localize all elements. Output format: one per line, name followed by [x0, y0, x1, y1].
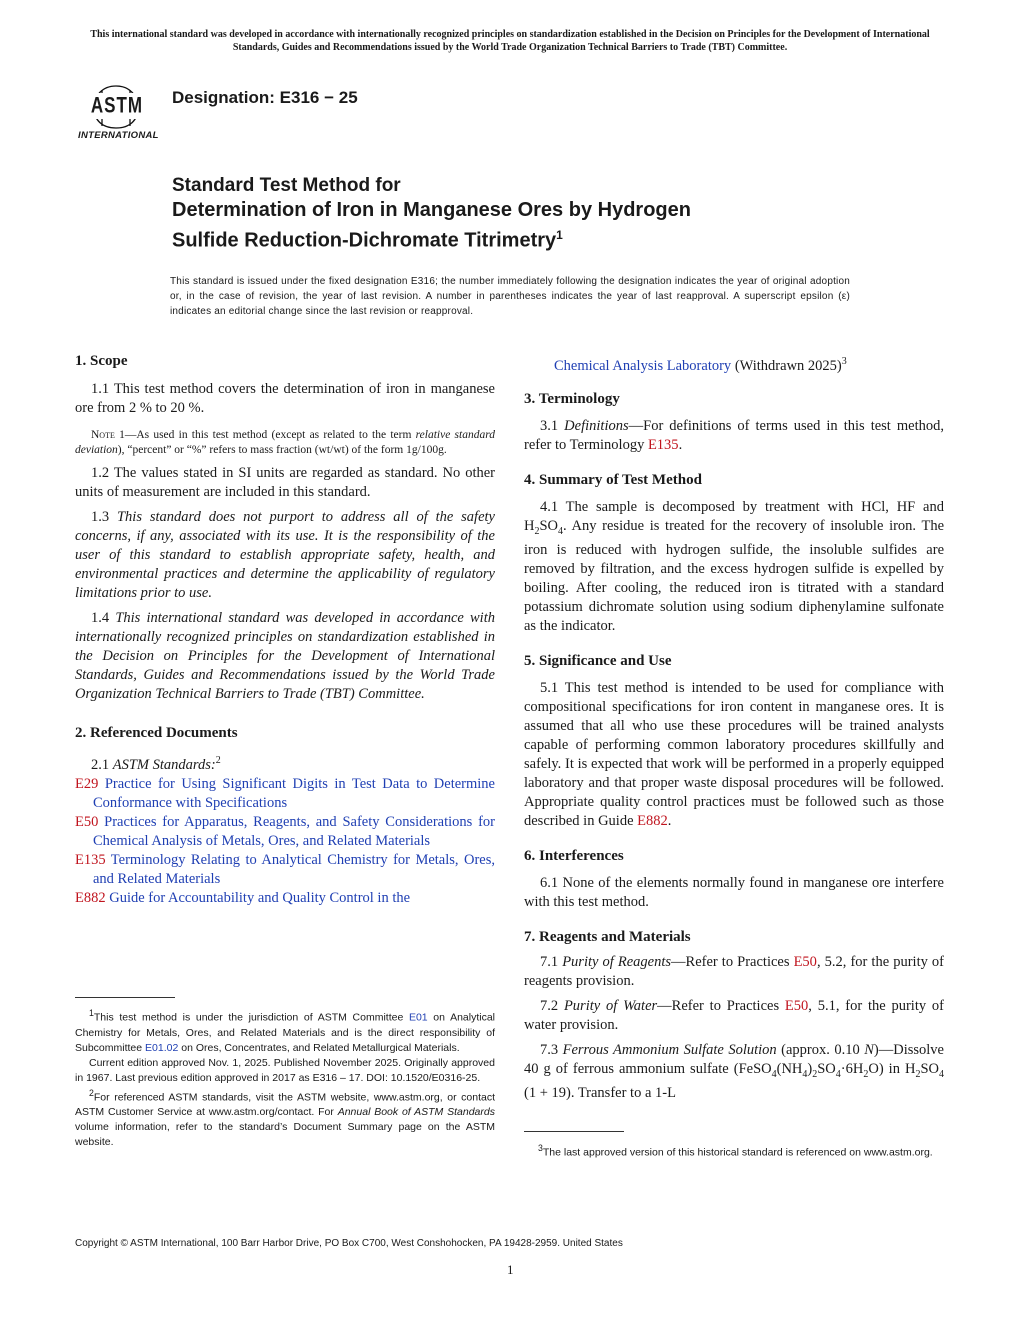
footnote-1-edition: Current edition approved Nov. 1, 2025. Published November 2025. Originally approved in 1967. Last previous edition approved in 2017 as E316 – 17. DOI: 10.1520/E0316-25. [75, 1056, 495, 1084]
note-1: Note 1—As used in this test method (except as related to the term relative standard deviation), “percent” or “%” refers to mass fraction (wt/wt) of the form 1g/100g. [75, 429, 495, 456]
para-1-1: 1.1 This test method covers the determination of iron in manganese ore from 2 % to 20 %. [75, 381, 495, 416]
section-6-heading: 6. Interferences [524, 847, 624, 864]
left-column [75, 352, 495, 908]
section-5-heading: 5. Significance and Use [524, 652, 672, 669]
reference-e50[interactable]: E50 Practices for Apparatus, Reagents, and Safety Considerations for Chemical Analysis of Metals, Ores, and Related Materials [75, 813, 495, 849]
para-6-1: 6.1 None of the elements normally found in manganese ore interfere with this test method. [524, 874, 944, 910]
para-1-4: 1.4 This international standard was developed in accordance with internationally recognized principles on standardization established in the Decision on Principles for the Development of International Standards, Guides and Recommendations issued by the World Trade Organization Technical Barriers to Trade (TBT) Committee. [75, 610, 495, 702]
designation: Designation: E316 − 25 [172, 88, 358, 107]
para-7-1: 7.1 Purity of Reagents—Refer to Practices E50, 5.2, for the purity of reagents provision. [524, 953, 945, 989]
para-1-2: 1.2 The values stated in SI units are regarded as standard. No other units of measurement are included in this standard. [75, 465, 495, 500]
para-1-3: 1.3 This standard does not purport to address all of the safety concerns, if any, associated with its use. It is the responsibility of the user of this standard to establish appropriate safety, health, and environmental practices and determine the applicability of regulatory limitations prior to use. [75, 509, 495, 601]
section-7-heading: 7. Reagents and Materials [524, 928, 691, 945]
title-line-1: Standard Test Method for [172, 175, 401, 196]
section-1-heading: 1. Scope [75, 353, 128, 369]
intro-note: This standard is issued under the fixed designation E316; the number immediately following the designation indicates the year of original adoption or, in the case of revision, the year of last revision. A number in parentheses indicates the year of last reapproval. A superscript epsilon (ε) indicates an editorial change since the last revision or reapproval. [170, 276, 850, 317]
page-number: 1 [507, 1262, 514, 1277]
left-footnotes [75, 1006, 495, 1150]
para-2-1: 2.1 ASTM Standards:$^2$ [91, 755, 221, 773]
logo-subtext: INTERNATIONAL [78, 130, 159, 141]
link-e50-a[interactable]: E50 [793, 953, 817, 970]
section-4-heading: 4. Summary of Test Method [524, 471, 702, 488]
section-2-heading: 2. Referenced Documents [75, 725, 238, 741]
para-7-3: 7.3 Ferrous Ammonium Sulfate Solution (approx. 0.10 N)—Dissolve 40 g of ferrous ammonium sulfate $(FeSO_4(NH_4)_2SO_4\cdot 6H_2O)$ in $H_2SO_4$ (1 + 19). Transfer to a 1-L [524, 1041, 944, 1101]
reference-e882-continued: Chemical Analysis Laboratory (Withdrawn 2025)$^3$ [554, 356, 847, 374]
link-e01-02[interactable]: E01.02 [145, 1041, 179, 1054]
para-5-1: 5.1 This test method is intended to be used for compliance with compositional specifications for iron content in manganese ores. It is assumed that all who use these procedures will be trained analysts capable of performing common laboratory procedures skillfully and safely. It is expected that work will be performed in a properly equipped laboratory and that proper waste disposal procedures will be followed. Appropriate quality control practices must be followed such as those described in Guide E882. [524, 679, 944, 829]
footnote-2: $^2$For referenced ASTM standards, visit the ASTM website, www.astm.org, or contact ASTM Customer Service at www.astm.org/contact. For Annual Book of ASTM Standards volume information, refer to the standard’s Document Summary page on the ASTM website. [75, 1087, 495, 1148]
footnote-1: $^1$This test method is under the jurisdiction of ASTM Committee E01 on Analytical Chemistry for Metals, Ores, and Related Materials and is the direct responsibility of Subcommittee E01.02 on Ores, Concentrates, and Related Metallurgical Materials. [75, 1008, 496, 1054]
title-footnote-mark: 1 [556, 228, 563, 242]
copyright: Copyright © ASTM International, 100 Barr Harbor Drive, PO Box C700, West Conshohocken, PA 19428-2959. United States [75, 1238, 623, 1249]
para-3-1: 3.1 Definitions—For definitions of terms used in this test method, refer to Terminology E135. [524, 417, 944, 453]
top-notice: This international standard was developed in accordance with internationally recognized principles on standardization established in the Decision on Principles for the Development of International Standards, Guides and Recommendations issued by the World Trade Organization Technical Barriers to Trade (TBT) Committee. [90, 29, 930, 53]
footnote-3: $^3$The last approved version of this historical standard is referenced on www.astm.org. [538, 1143, 933, 1159]
footnote-divider-right [524, 1131, 624, 1132]
link-e50-b[interactable]: E50 [784, 997, 809, 1014]
reference-e29[interactable]: E29 Practice for Using Significant Digits in Test Data to Determine Conformance with Specifications [75, 775, 495, 811]
title-line-2: Determination of Iron in Manganese Ores by Hydrogen [172, 199, 691, 221]
right-column [524, 352, 944, 1103]
reference-e882[interactable]: E882 Guide for Accountability and Quality Control in the [75, 889, 411, 906]
reference-e135[interactable]: E135 Terminology Relating to Analytical Chemistry for Metals, Ores, and Related Materials [75, 851, 495, 887]
para-4-1: 4.1 The sample is decomposed by treatment with HCl, HF and $H_2SO_4$. Any residue is treated for the recovery of insoluble iron. The iron is reduced with hydrogen sulfide, the insoluble sulfides are removed by filtration, and the excess hydrogen sulfide is expelled by boiling. After cooling, the reduced iron is titrated with a standard potassium dichromate solution using sodium diphenylamine sulfonate as the indicator. [524, 498, 944, 634]
astm-logo [72, 78, 162, 144]
section-3-heading: 3. Terminology [524, 390, 620, 407]
document-title [172, 174, 872, 254]
logo-text: ASTM [90, 93, 144, 118]
title-line-3: Sulfide Reduction-Dichromate Titrimetry$^1$ [172, 228, 563, 252]
para-7-2: 7.2 Purity of Water—Refer to Practices E50, 5.1, for the purity of water provision. [524, 997, 944, 1033]
link-e135[interactable]: E135 [647, 436, 679, 453]
link-e01[interactable]: E01 [408, 1011, 428, 1024]
link-e882[interactable]: E882 [637, 812, 668, 829]
footnote-divider-left [75, 997, 175, 998]
right-footnotes [524, 1141, 944, 1161]
